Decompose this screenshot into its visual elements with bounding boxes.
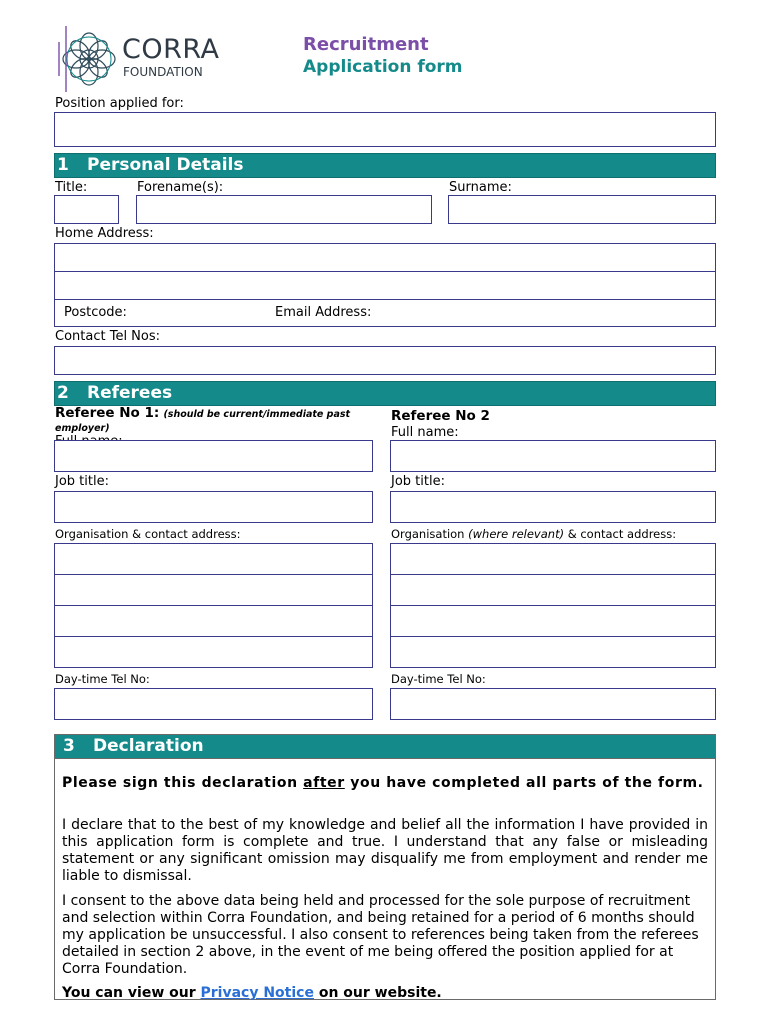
home-address-label: Home Address: — [55, 226, 154, 241]
referee1-address-line[interactable] — [54, 543, 373, 575]
referee1-daytime-label: Day-time Tel No: — [55, 672, 150, 686]
title-label: Title: — [55, 180, 88, 195]
referee2-address-line[interactable] — [390, 574, 716, 606]
home-address-line1[interactable] — [54, 243, 716, 272]
privacy-notice-link[interactable]: Privacy Notice — [200, 985, 314, 1001]
forename-label: Forename(s): — [137, 180, 224, 195]
surname-input[interactable] — [448, 195, 716, 224]
referee2-jobtitle-input[interactable] — [390, 491, 716, 523]
referee2-heading: Referee No 2 — [391, 408, 490, 424]
privacy-notice-line — [62, 985, 708, 1000]
logo-emblem-icon — [56, 24, 122, 94]
section-title: Referees — [87, 383, 173, 403]
position-input[interactable] — [54, 112, 716, 147]
section-number: 3 — [63, 736, 75, 756]
postcode-email-row[interactable] — [54, 299, 716, 327]
referee1-address-line[interactable] — [54, 574, 373, 606]
privacy-text: on our website. — [313, 985, 442, 1001]
postcode-label: Postcode: — [64, 305, 127, 320]
form-subtitle: Application form — [303, 57, 463, 77]
referee1-heading-block — [55, 407, 355, 439]
referee2-address-line[interactable] — [390, 543, 716, 575]
referee1-fullname-input[interactable] — [54, 440, 373, 472]
section-declaration-header — [54, 734, 716, 759]
org-label-part: & contact address: — [564, 527, 677, 541]
instruction-part: you have completed all parts of the form. — [344, 775, 704, 791]
contact-tel-input[interactable] — [54, 346, 716, 375]
org-label-part: Organisation — [391, 527, 469, 541]
form-title: Recruitment — [303, 34, 429, 55]
referee1-note: (should be current/immediate past employer) — [55, 409, 351, 434]
referee2-fullname-input[interactable] — [390, 440, 716, 472]
declaration-paragraph-2: I consent to the above data being held and processed for the sole purpose of recruitment and selection within Corra Foundation, and being retained for a period of 6 months should my application be unsuccessful. I also consent to references being taken from the referees detailed in section 2 above, in the event of me being offered the position applied for at Corra Foundation. — [62, 893, 699, 977]
position-label: Position applied for: — [55, 96, 184, 111]
referee2-daytime-label: Day-time Tel No: — [391, 672, 486, 686]
referee1-address-line[interactable] — [54, 605, 373, 637]
referee2-jobtitle-label: Job title: — [391, 474, 445, 489]
declaration-instruction — [62, 775, 708, 792]
org-label-italic: (where relevant) — [468, 527, 565, 541]
referee1-heading: Referee No 1: — [55, 405, 160, 421]
referee2-address-line[interactable] — [390, 605, 716, 637]
section-number: 1 — [57, 155, 69, 175]
privacy-text: You can view our — [62, 985, 201, 1001]
forename-input[interactable] — [136, 195, 432, 224]
surname-label: Surname: — [449, 180, 512, 195]
section-referees-header — [54, 381, 716, 406]
referee2-fullname-label: Full name: — [391, 425, 459, 440]
declaration-paragraph-1: I declare that to the best of my knowledge and belief all the information I have provided in this application form is complete and true. I understand that any false or misleading statement or any significant omission may disqualify me from employment and render me liable to dismissal. — [62, 817, 708, 884]
section-number: 2 — [57, 383, 69, 403]
referee1-jobtitle-label: Job title: — [55, 474, 109, 489]
section-personal-details-header — [54, 153, 716, 178]
referee1-daytime-input[interactable] — [54, 688, 373, 720]
home-address-line2[interactable] — [54, 271, 716, 300]
referee1-jobtitle-input[interactable] — [54, 491, 373, 523]
contact-tel-label: Contact Tel Nos: — [55, 329, 161, 344]
section-title: Personal Details — [87, 155, 244, 175]
logo-subname: FOUNDATION — [123, 65, 203, 79]
referee1-org-label: Organisation & contact address: — [55, 527, 241, 541]
corra-logo — [56, 24, 226, 94]
referee1-address-line[interactable] — [54, 636, 373, 668]
email-label: Email Address: — [275, 305, 372, 320]
referee2-org-label — [391, 527, 676, 541]
instruction-part: Please sign this declaration — [62, 775, 304, 791]
instruction-emphasis: after — [303, 775, 345, 791]
referee2-daytime-input[interactable] — [390, 688, 716, 720]
title-input[interactable] — [54, 195, 119, 224]
logo-name: CORRA — [122, 34, 220, 65]
section-title: Declaration — [93, 736, 204, 756]
referee2-address-line[interactable] — [390, 636, 716, 668]
